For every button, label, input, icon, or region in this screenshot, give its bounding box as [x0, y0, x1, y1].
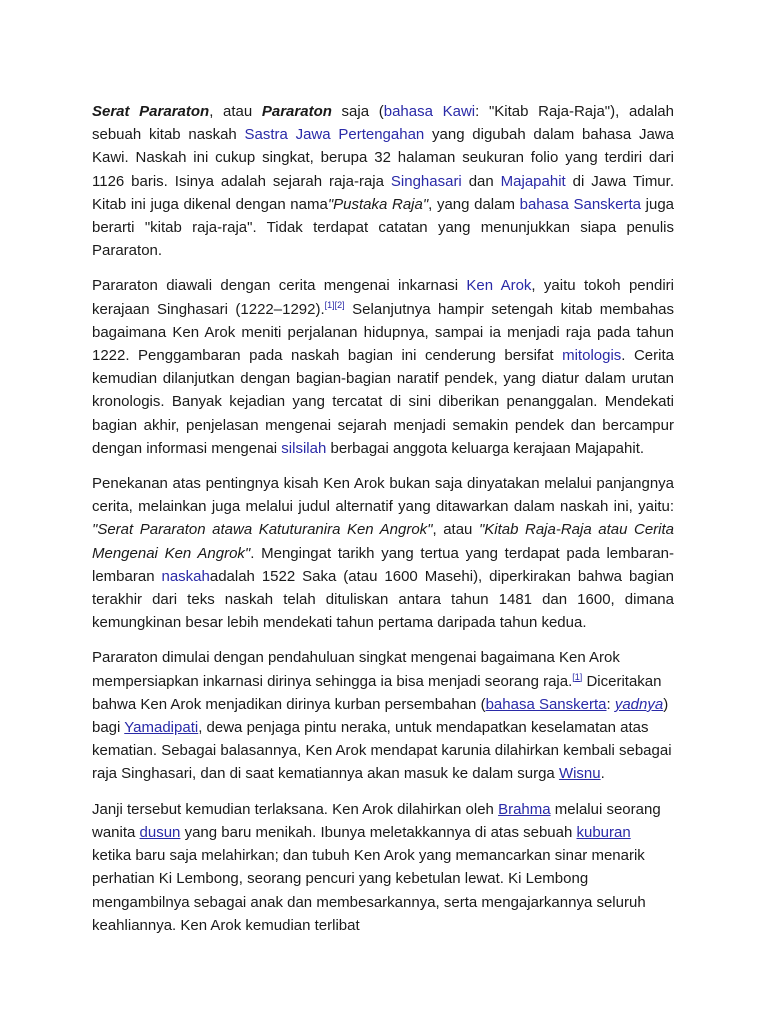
text: ketika baru saja melahirkan; dan tubuh Ken Arok yang memancarkan sinar menarik perhatian Ki Lembong, seorang pencuri yang kebetulan lewat. Ki Lembong mengambilnya sebagai anak dan membesarkannya, serta mengajarkannya seluruh keahliannya. Ken Arok kemudian terlibat: [92, 847, 646, 934]
paragraph-5: [92, 798, 674, 937]
text: yang baru menikah. Ibunya meletakkannya di atas sebuah: [180, 823, 577, 841]
pustaka-raja: "Pustaka Raja": [327, 195, 429, 213]
link-singhasari[interactable]: Singhasari: [390, 172, 462, 190]
paragraph-1: [92, 100, 674, 262]
text: .: [600, 765, 605, 783]
alt-title-1: "Serat Pararaton atawa Katuturanira Ken Angrok": [92, 521, 433, 539]
text: , atau: [432, 521, 479, 539]
link-bahasa-sanskerta-2[interactable]: bahasa Sanskerta: [485, 695, 607, 713]
paragraph-2: [92, 274, 674, 460]
text: : "Kitab Raja-Raja"), adalah sebuah kitab naskah: [92, 103, 674, 144]
text: di Jawa Timur. Kitab ini juga dikenal dengan nama: [92, 172, 674, 213]
footnote-ref-1[interactable]: [1]: [572, 671, 583, 682]
paragraph-3: [92, 472, 674, 634]
document-page: [92, 100, 674, 949]
text: juga berarti "kitab raja-raja". Tidak terdapat catatan yang menunjukkan siapa penulis Pararaton.: [92, 195, 675, 260]
link-yamadipati[interactable]: Yamadipati: [124, 719, 199, 737]
link-yadnya[interactable]: yadnya: [614, 695, 664, 713]
link-bahasa-kawi[interactable]: bahasa Kawi: [383, 103, 476, 120]
link-sastra-jawa-pertengahan[interactable]: Sastra Jawa Pertengahan: [244, 126, 425, 144]
link-dusun[interactable]: dusun: [139, 823, 181, 841]
title-serat-pararaton: Serat Pararaton: [92, 103, 210, 120]
link-silsilah[interactable]: silsilah: [281, 439, 327, 457]
link-mitologis[interactable]: mitologis: [562, 347, 622, 365]
text: yang digubah dalam bahasa Jawa Kawi. Naskah ini cukup singkat, berupa 32 halaman seukuran folio yang terdiri dari 1126 baris. Isinya adalah sejarah raja-raja: [92, 126, 674, 190]
text: Selanjutnya hampir setengah kitab membahas bagaimana Ken Arok meniti perjalanan hidupnya, sampai ia menjadi raja pada tahun 1222. Penggambaran pada naskah bagian ini cenderung bersifat: [92, 300, 674, 365]
text: Diceritakan bahwa Ken Arok menjadikan dirinya kurban persembahan (: [92, 672, 662, 713]
text: Pararaton dimulai dengan pendahuluan singkat mengenai bagaimana Ken Arok mempersiapkan inkarnasi dirinya sehingga ia bisa menjadi seorang raja.: [92, 649, 620, 690]
text: , dewa penjaga pintu neraka, untuk mendapatkan keselamatan atas kematian. Sebagai balasannya, Ken Arok mendapat karunia dilahirkan kembali sebagai raja Singhasari, dan di saat kematiannya akan masuk ke dalam surga: [92, 719, 672, 783]
link-ken-arok[interactable]: Ken Arok: [466, 277, 532, 295]
alt-title-2: "Kitab Raja-Raja atau Cerita Mengenai Ken Angrok": [92, 521, 674, 562]
text: melalui seorang wanita: [92, 800, 661, 841]
text: :: [606, 695, 615, 713]
link-naskah[interactable]: naskah: [161, 567, 210, 585]
text: berbagai anggota keluarga kerajaan Majapahit.: [326, 439, 645, 457]
text: , atau: [209, 103, 262, 120]
link-bahasa-sanskerta[interactable]: bahasa Sanskerta: [519, 195, 642, 213]
link-kuburan[interactable]: kuburan: [576, 823, 631, 841]
link-majapahit[interactable]: Majapahit: [500, 172, 566, 190]
text: dan: [461, 172, 501, 190]
link-brahma[interactable]: Brahma: [498, 800, 551, 818]
link-wisnu[interactable]: Wisnu: [558, 765, 601, 783]
text: saja (: [331, 103, 384, 120]
text: Pararaton diawali dengan cerita mengenai inkarnasi: [92, 277, 467, 295]
text: adalah 1522 Saka (atau 1600 Masehi), diperkirakan bahwa bagian terakhir dari teks naskah telah dituliskan antara tahun 1481 dan 1600, dimana kemungkinan besar lebih mendekati tahun pertama daripada tahun kedua.: [92, 567, 674, 632]
paragraph-4: [92, 646, 674, 785]
text: . Cerita kemudian dilanjutkan dengan bagian-bagian naratif pendek, yang diatur dalam urutan kronologis. Banyak kejadian yang tercatat di sini diberikan penanggalan. Mendekati bagian akhir, penjelasan mengenai sejarah menjadi semakin pendek dan bercampur dengan informasi mengenai: [92, 347, 674, 457]
text: ) bagi: [92, 695, 669, 737]
title-pararaton: Pararaton: [261, 103, 332, 120]
text: . Mengingat tarikh yang tertua yang terdapat pada lembaran-lembaran: [92, 544, 674, 585]
text: Penekanan atas pentingnya kisah Ken Arok bukan saja dinyatakan melalui panjangnya cerita, melainkan juga melalui judul alternatif yang ditawarkan dalam naskah ini, yaitu:: [92, 475, 674, 516]
text: Janji tersebut kemudian terlaksana. Ken Arok dilahirkan oleh: [92, 800, 499, 818]
text: , yang dalam: [428, 195, 520, 213]
text: , yaitu tokoh pendiri kerajaan Singhasari (1222–1292).: [92, 277, 674, 318]
footnote-ref-1-2[interactable]: [1][2]: [324, 299, 345, 310]
